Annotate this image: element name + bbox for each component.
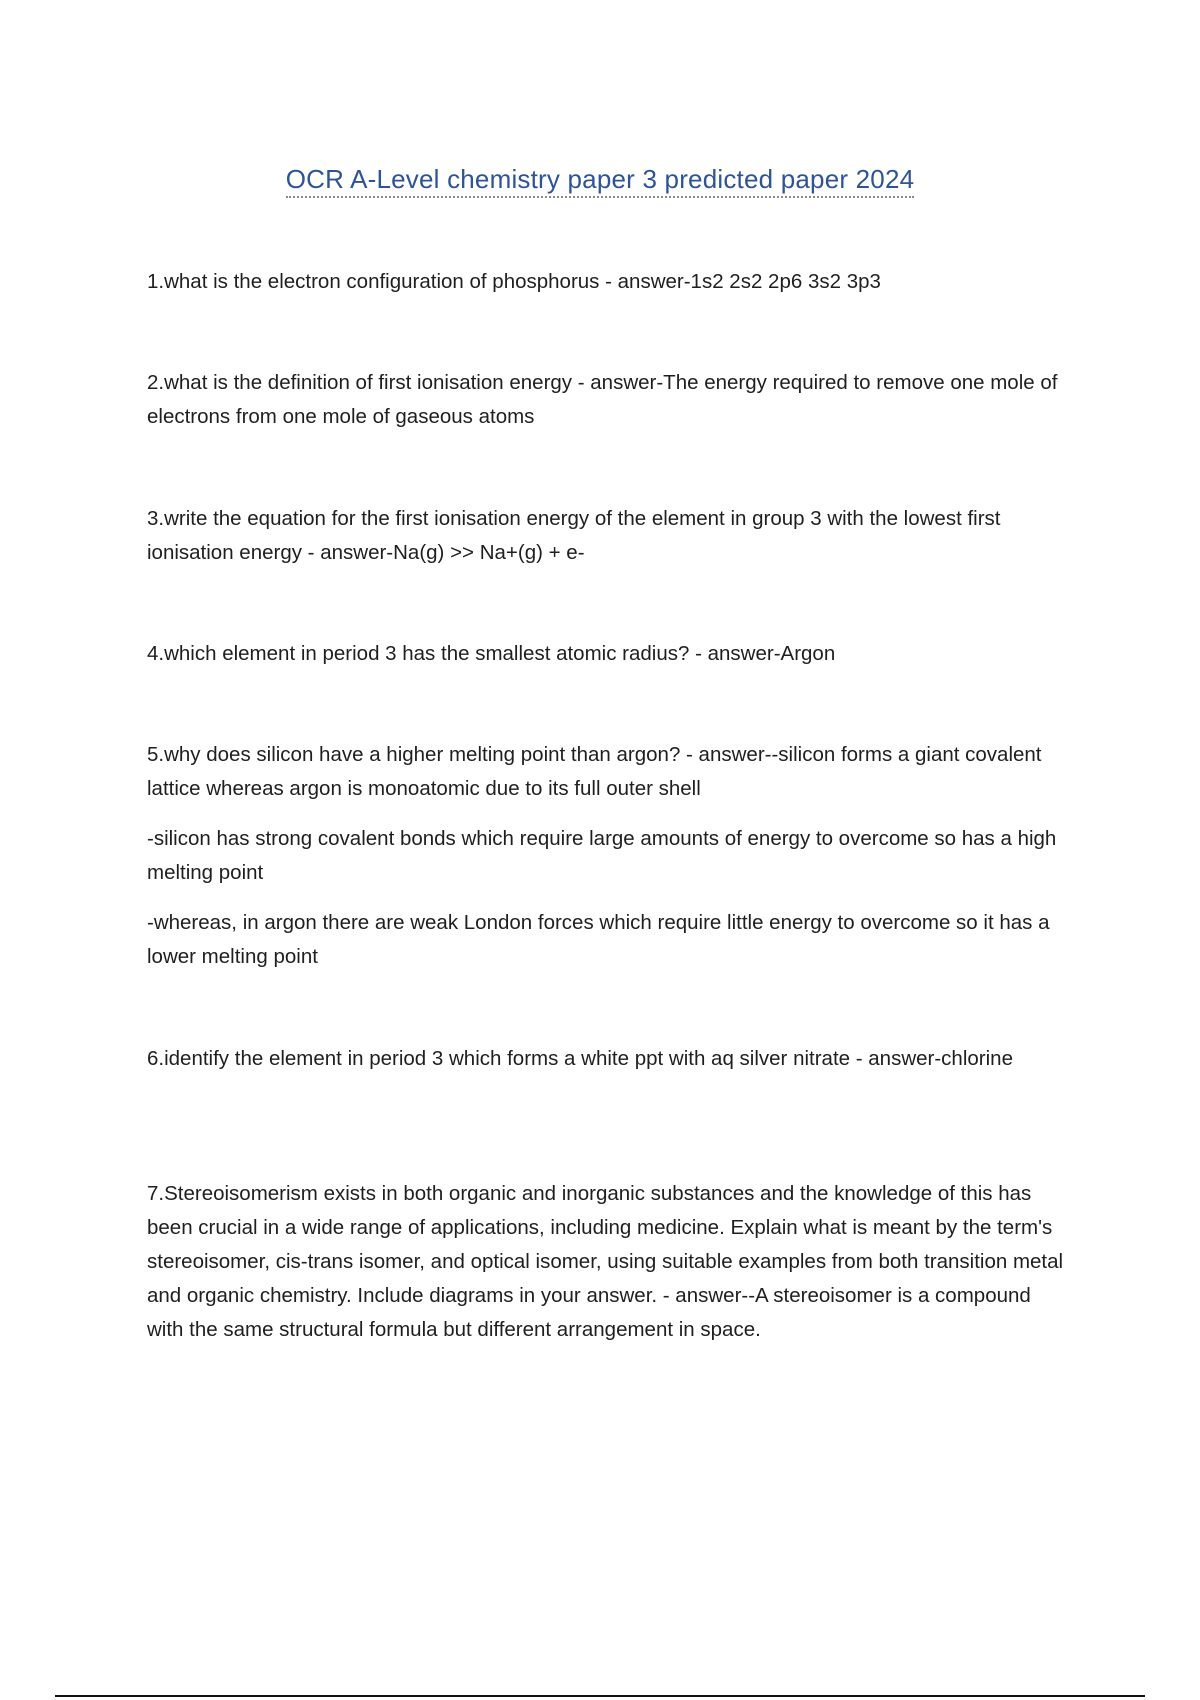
question-5-point-2: -whereas, in argon there are weak London forces which require little energy to overcome so it has a lower melting point (147, 911, 1050, 968)
bottom-divider (55, 1695, 1145, 1697)
page-title (0, 164, 1200, 195)
question-2: 2.what is the definition of first ionisation energy - answer-The energy required to remove one mole of electrons from one mole of gaseous atoms (147, 371, 1058, 428)
question-1: 1.what is the electron configuration of phosphorus - answer-1s2 2s2 2p6 3s2 3p3 (147, 270, 881, 293)
question-6: 6.identify the element in period 3 which forms a white ppt with aq silver nitrate - answer-chlorine (147, 1047, 1013, 1070)
question-4: 4.which element in period 3 has the smallest atomic radius? - answer-Argon (147, 642, 836, 665)
question-7: 7.Stereoisomerism exists in both organic and inorganic substances and the knowledge of this has been crucial in a wide range of applications, including medicine. Explain what is meant by the term's stereoisomer, cis-trans isomer, and optical isomer, using suitable examples from both transition metal and organic chemistry. Include diagrams in your answer. - answer--A stereoisomer is a compound with the same structural formula but different arrangement in space. (147, 1182, 1064, 1341)
question-5: 5.why does silicon have a higher melting point than argon? - answer--silicon forms a giant covalent lattice whereas argon is monoatomic due to its full outer shell (147, 743, 1042, 800)
question-3: 3.write the equation for the first ionisation energy of the element in group 3 with the lowest first ionisation energy - answer-Na(g) >> Na+(g) + e- (147, 507, 1001, 564)
page-title-text: OCR A-Level chemistry paper 3 predicted paper 2024 (286, 164, 915, 198)
question-5-point-1: -silicon has strong covalent bonds which require large amounts of energy to overcome so has a high melting point (147, 827, 1057, 884)
